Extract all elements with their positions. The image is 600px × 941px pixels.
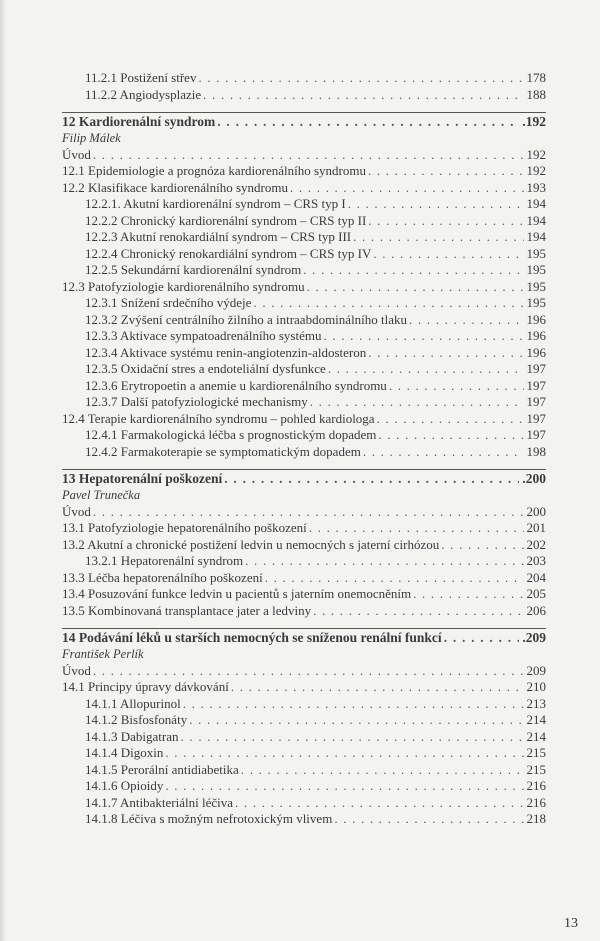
dot-leader <box>348 196 524 213</box>
entry-page: .209 <box>522 630 546 645</box>
entry-title: 12.4 Terapie kardiorenálního syndromu – pohled kardiologa <box>62 410 375 426</box>
page-edge-shadow <box>0 0 6 941</box>
entry-title: 13.3 Léčba hepatorenálního poškození <box>62 569 263 585</box>
entry-page: 197 <box>526 377 546 393</box>
toc-entry[interactable] <box>62 411 546 428</box>
dot-leader <box>328 361 524 378</box>
dot-leader <box>309 520 524 537</box>
entry-page: 192 <box>526 146 546 162</box>
dot-leader <box>389 378 524 395</box>
entry-page: 210 <box>526 679 546 694</box>
entry-title: 12.4.1 Farmakologická léčba s prognostickým dopadem <box>85 427 377 442</box>
entry-title: 14.1.7 Antibakteriální léčiva <box>85 794 234 810</box>
dot-leader <box>189 712 523 729</box>
dot-leader <box>183 696 524 713</box>
entry-page: 178 <box>526 70 546 85</box>
entry-page: 206 <box>526 602 546 618</box>
chapter-author: Pavel Trunečka <box>62 488 141 502</box>
dot-leader <box>368 163 524 180</box>
entry-page: 195 <box>526 295 546 310</box>
entry-title: 12.3.2 Zvýšení centrálního žilního a intraabdominálního tlaku <box>85 311 408 327</box>
entry-page: .192 <box>522 114 546 129</box>
toc-entry[interactable] <box>62 229 546 246</box>
entry-page: 197 <box>526 361 546 376</box>
entry-title: 12.3 Patofyziologie kardiorenálního syndromu <box>62 278 305 294</box>
entry-page: 201 <box>526 520 546 535</box>
dot-leader <box>203 87 523 104</box>
toc-entry[interactable] <box>62 712 546 729</box>
entry-title: 11.2.1 Postižení střev <box>85 70 197 85</box>
toc-entry[interactable] <box>62 762 546 779</box>
dot-leader <box>93 147 524 164</box>
entry-title: Úvod <box>62 503 91 519</box>
toc-entry[interactable] <box>62 196 546 213</box>
dot-leader <box>409 312 523 329</box>
toc-entry[interactable] <box>62 163 546 180</box>
toc-entry[interactable] <box>62 312 546 329</box>
entry-title: 11.2.2 Angiodysplazie <box>85 86 202 102</box>
dot-leader <box>253 295 523 312</box>
entry-title: Úvod <box>62 146 91 162</box>
entry-page: 196 <box>526 328 546 343</box>
toc-entry[interactable] <box>62 679 546 696</box>
dot-leader <box>235 795 523 812</box>
toc-entry[interactable] <box>62 427 546 444</box>
toc-entry[interactable] <box>62 361 546 378</box>
toc-entry[interactable] <box>62 147 546 164</box>
entry-title: 12.2.1. Akutní kardiorenální syndrom – CRS typ I <box>85 196 346 211</box>
entry-title: 14.1.8 Léčiva s možným nefrotoxickým vlivem <box>85 811 333 826</box>
entry-page: 194 <box>526 196 546 211</box>
dot-leader <box>444 629 520 646</box>
toc-entry[interactable] <box>62 586 546 603</box>
dot-leader <box>323 328 523 345</box>
table-of-contents <box>62 70 546 828</box>
entry-page: 196 <box>526 311 546 327</box>
entry-page: 193 <box>526 179 546 195</box>
entry-page: 197 <box>526 427 546 442</box>
entry-title: 14.1.1 Allopurinol <box>85 695 181 711</box>
toc-entry[interactable] <box>62 328 546 345</box>
toc-entry[interactable] <box>62 394 546 411</box>
dot-leader <box>165 745 523 762</box>
entry-page: 216 <box>526 778 546 793</box>
entry-title: 12.2 Klasifikace kardiorenálního syndromu <box>62 179 288 195</box>
chapter-author: František Perlík <box>62 647 144 661</box>
entry-title: 12.2.4 Chronický renokardiální syndrom – CRS typ IV <box>85 245 372 261</box>
entry-page: 194 <box>526 212 546 228</box>
dot-leader <box>93 504 524 521</box>
toc-entry[interactable] <box>62 345 546 362</box>
entry-title: 13.1 Patofyziologie hepatorenálního poškození <box>62 520 307 535</box>
entry-page: 194 <box>526 229 546 244</box>
toc-entry[interactable] <box>62 778 546 795</box>
entry-page: 216 <box>526 794 546 810</box>
toc-entry[interactable] <box>62 603 546 620</box>
toc-entry[interactable] <box>62 87 546 104</box>
entry-page: 195 <box>526 262 546 277</box>
toc-entry[interactable] <box>62 811 546 828</box>
dot-leader <box>93 663 524 680</box>
toc-entry[interactable] <box>62 520 546 537</box>
entry-title: 12.4.2 Farmakoterapie se symptomatickým dopadem <box>85 443 361 459</box>
dot-leader <box>334 811 523 828</box>
toc-entry[interactable] <box>62 795 546 812</box>
entry-page: 188 <box>526 86 546 102</box>
dot-leader <box>310 394 524 411</box>
chapter-heading[interactable] <box>62 470 546 487</box>
entry-title: 13.2 Akutní a chronické postižení ledvin u nemocných s jaterní cirhózou <box>62 536 440 552</box>
toc-entry[interactable] <box>62 553 546 570</box>
entry-title: 12.3.5 Oxidační stres a endoteliální dysfunkce <box>85 361 326 376</box>
page-number: 13 <box>564 916 578 931</box>
dot-leader <box>378 427 523 444</box>
entry-title: 14.1.5 Perorální antidiabetika <box>85 761 239 777</box>
entry-page: 214 <box>526 728 546 744</box>
entry-page: 215 <box>526 761 546 777</box>
toc-entry[interactable] <box>62 378 546 395</box>
entry-title: 13.5 Kombinovaná transplantace jater a ledviny <box>62 602 312 618</box>
dot-leader <box>217 113 519 130</box>
dot-leader <box>165 778 523 795</box>
dot-leader <box>198 70 523 87</box>
chapter-heading[interactable] <box>62 113 546 130</box>
toc-entry[interactable] <box>62 745 546 762</box>
toc-entry[interactable] <box>62 70 546 87</box>
entry-page: 198 <box>526 443 546 459</box>
entry-title: 12.2.2 Chronický kardiorenální syndrom – CRS typ II <box>85 212 367 228</box>
entry-title: 12.3.3 Aktivace sympatoadrenálního systému <box>85 328 322 343</box>
entry-page: 202 <box>526 536 546 552</box>
toc-entry[interactable] <box>62 504 546 521</box>
entry-page: 197 <box>526 394 546 409</box>
entry-title: 12.3.1 Snížení srdečního výdeje <box>85 295 252 310</box>
entry-title: Úvod <box>62 662 91 678</box>
chapter-section <box>62 112 546 460</box>
entry-title: 14.1.2 Bisfosfonáty <box>85 712 188 727</box>
entry-page: 192 <box>526 163 546 178</box>
chapter-author: Filip Málek <box>62 131 121 145</box>
dot-leader <box>363 444 524 461</box>
entry-page: 205 <box>526 586 546 601</box>
chapter-section <box>62 469 546 619</box>
entry-title: 14.1 Principy úpravy dávkování <box>62 679 229 694</box>
entry-title: 12.3.7 Další patofyziologické mechanismy <box>85 394 308 409</box>
dot-leader <box>245 553 523 570</box>
dot-leader <box>368 213 523 230</box>
dot-leader <box>224 470 519 487</box>
entry-title: 12 Kardiorenální syndrom <box>62 114 216 129</box>
entry-page: 200 <box>526 503 546 519</box>
toc-entry[interactable] <box>62 180 546 197</box>
dot-leader <box>290 180 524 197</box>
toc-entry[interactable] <box>62 262 546 279</box>
dot-leader <box>377 411 524 428</box>
toc-entry[interactable] <box>62 444 546 461</box>
dot-leader <box>368 345 523 362</box>
entry-page: 204 <box>526 569 546 585</box>
dot-leader <box>181 729 524 746</box>
entry-page: 214 <box>526 712 546 727</box>
entry-title: 12.2.3 Akutní renokardiální syndrom – CRS typ III <box>85 229 352 244</box>
entry-title: 12.3.6 Erytropoetin a anemie u kardiorenálního syndromu <box>85 377 387 393</box>
dot-leader <box>307 279 524 296</box>
toc-entry[interactable] <box>62 729 546 746</box>
toc-entry[interactable] <box>62 279 546 296</box>
entry-title: 13.4 Posuzování funkce ledvin u pacientů s jaterním onemocněním <box>62 586 412 601</box>
dot-leader <box>241 762 524 779</box>
toc-entry[interactable] <box>62 246 546 263</box>
dot-leader <box>353 229 523 246</box>
entry-title: 14 Podávání léků u starších nemocných se sníženou renální funkcí <box>62 630 442 645</box>
dot-leader <box>441 537 523 554</box>
toc-entry[interactable] <box>62 213 546 230</box>
entry-title: 14.1.6 Opioidy <box>85 778 164 793</box>
entry-page: 218 <box>526 811 546 826</box>
entry-title: 12.3.4 Aktivace systému renin-angiotenzin-aldosteron <box>85 344 367 360</box>
entry-title: 12.2.5 Sekundární kardiorenální syndrom <box>85 262 302 277</box>
dot-leader <box>303 262 523 279</box>
entry-page: 209 <box>526 662 546 678</box>
dot-leader <box>231 679 524 696</box>
dot-leader <box>373 246 523 263</box>
entry-page: 203 <box>526 553 546 568</box>
entry-page: 195 <box>526 245 546 261</box>
entry-page: .200 <box>522 471 546 486</box>
dot-leader <box>313 603 523 620</box>
toc-entry[interactable] <box>62 663 546 680</box>
entry-title: 14.1.4 Digoxin <box>85 745 164 760</box>
entry-page: 215 <box>526 745 546 760</box>
entry-page: 196 <box>526 344 546 360</box>
chapter-heading[interactable] <box>62 629 546 646</box>
dot-leader <box>265 570 524 587</box>
toc-entry[interactable] <box>62 570 546 587</box>
entry-title: 13 Hepatorenální poškození <box>62 471 223 486</box>
entry-title: 14.1.3 Dabigatran <box>85 728 179 744</box>
toc-entry[interactable] <box>62 295 546 312</box>
entry-title: 13.2.1 Hepatorenální syndrom <box>85 553 244 568</box>
chapter-section <box>62 628 546 828</box>
toc-entry[interactable] <box>62 696 546 713</box>
entry-title: 12.1 Epidemiologie a prognóza kardiorenálního syndromu <box>62 163 366 178</box>
entry-page: 213 <box>526 695 546 711</box>
toc-entry[interactable] <box>62 537 546 554</box>
entry-page: 197 <box>526 410 546 426</box>
dot-leader <box>413 586 523 603</box>
entry-page: 195 <box>526 278 546 294</box>
